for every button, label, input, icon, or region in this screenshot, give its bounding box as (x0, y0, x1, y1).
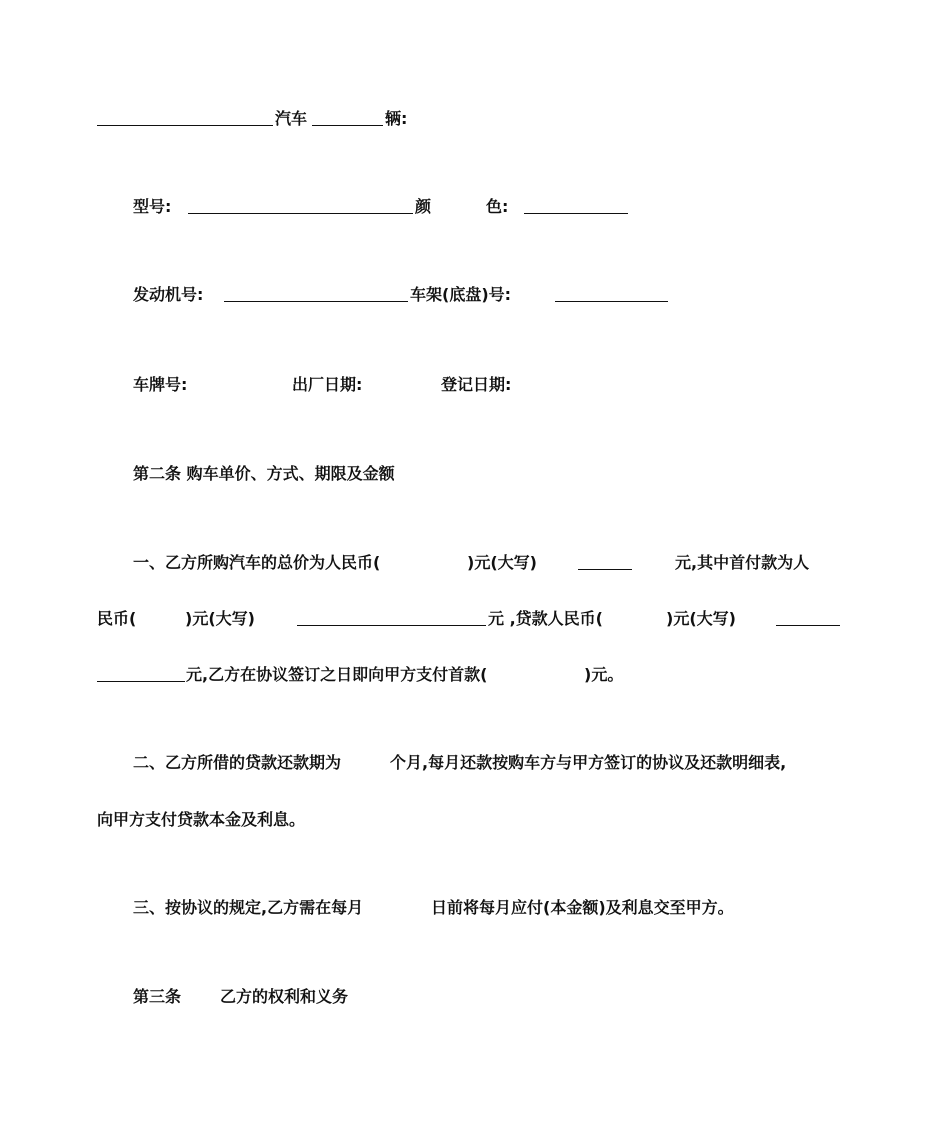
factory-date-label: 出厂日期: (292, 375, 363, 394)
color-label-part2: 色: (486, 197, 509, 216)
unit-label: 辆: (385, 109, 408, 128)
blank-vehicle-count (312, 125, 383, 126)
blank-model (188, 213, 413, 214)
blank-downpayment-daxie (297, 625, 486, 626)
blank-chassis-number (555, 301, 668, 302)
article3-heading-number: 第三条 (133, 987, 182, 1006)
item2-term-text: 二、乙方所借的贷款还款期为 (133, 753, 342, 772)
blank-total-price-daxie (578, 569, 632, 570)
item1-rmb-text: 民币( (97, 609, 137, 628)
car-label: 汽车 (275, 109, 308, 128)
item1-total-price-text: 一、乙方所购汽车的总价为人民币( (133, 553, 381, 572)
item1-yuan-daxie-text: )元(大写) (467, 553, 537, 572)
article2-heading-text: 第二条 购车单价、方式、期限及金额 (133, 464, 395, 483)
blank-engine-number (224, 301, 408, 302)
item1-yuan-end-text: )元。 (584, 665, 624, 684)
item1-downpayment-text: 元,其中首付款为人 (675, 553, 810, 572)
blank-color (524, 213, 628, 214)
item3-due-text: 三、按协议的规定,乙方需在每月 (133, 898, 364, 917)
item2-monthly-text: 个月,每月还款按购车方与甲方签订的协议及还款明细表, (390, 753, 787, 772)
model-label: 型号: (133, 197, 172, 216)
item2-principal-text: 向甲方支付贷款本金及利息。 (97, 810, 306, 829)
engine-label: 发动机号: (133, 285, 204, 304)
blank-vehicle-brand (97, 125, 273, 126)
item1-yuan-daxie-text-2: )元(大写) (185, 609, 255, 628)
blank-loan-daxie-end (97, 681, 185, 682)
item1-first-payment-text: 元,乙方在协议签订之日即向甲方支付首款( (186, 665, 488, 684)
plate-label: 车牌号: (133, 375, 188, 394)
item3-payment-text: 日前将每月应付(本金额)及利息交至甲方。 (431, 898, 734, 917)
item1-yuan-daxie-text-3: )元(大写) (666, 609, 736, 628)
chassis-label: 车架(底盘)号: (410, 285, 512, 304)
color-label-part1: 颜 (415, 197, 432, 216)
register-date-label: 登记日期: (441, 375, 512, 394)
article3-heading-title: 乙方的权利和义务 (220, 987, 349, 1006)
item1-loan-text: 元 ,贷款人民币( (488, 609, 603, 628)
blank-loan-daxie-start (776, 625, 840, 626)
